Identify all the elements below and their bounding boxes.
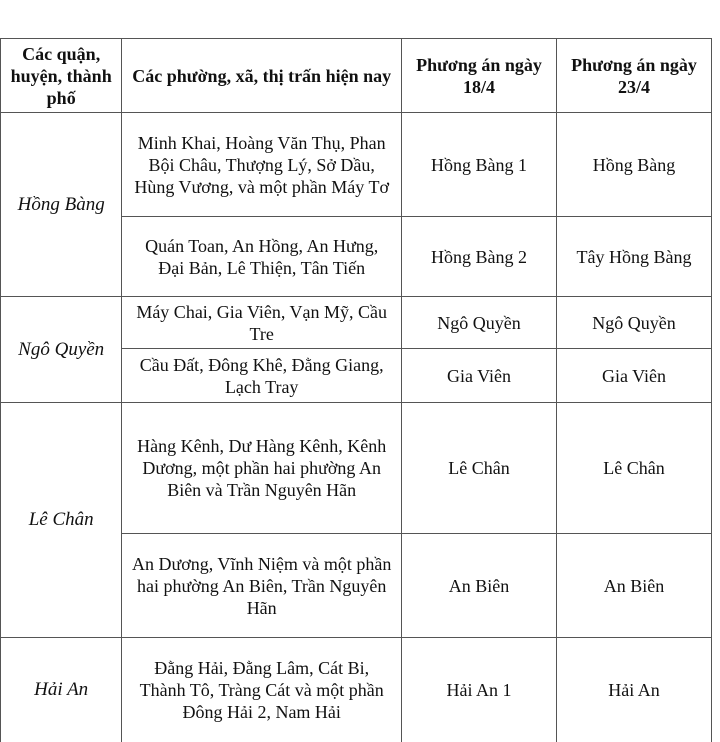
table-row — [1, 297, 712, 349]
current-wards-cell: Minh Khai, Hoàng Văn Thụ, Phan Bội Châu, Thượng Lý, Sở Dầu, Hùng Vương, và một phần Máy Tơ — [122, 113, 402, 217]
plan2-cell: Hải An — [556, 638, 711, 742]
current-wards-cell: Đằng Hải, Đằng Lâm, Cát Bi, Thành Tô, Tràng Cát và một phần Đông Hải 2, Nam Hải — [122, 638, 402, 742]
current-wards-cell: Quán Toan, An Hồng, An Hưng, Đại Bản, Lê Thiện, Tân Tiến — [122, 217, 402, 297]
current-wards-cell: Hàng Kênh, Dư Hàng Kênh, Kênh Dương, một phần hai phường An Biên và Trần Nguyên Hãn — [122, 403, 402, 534]
header-plan-18-4: Phương án ngày 18/4 — [402, 39, 557, 113]
plan2-cell: Hồng Bàng — [556, 113, 711, 217]
plan1-cell: Ngô Quyền — [402, 297, 557, 349]
district-cell: Lê Chân — [1, 403, 122, 638]
plan2-cell: Tây Hồng Bàng — [556, 217, 711, 297]
district-cell: Hồng Bàng — [1, 113, 122, 297]
current-wards-cell: Máy Chai, Gia Viên, Vạn Mỹ, Cầu Tre — [122, 297, 402, 349]
plan2-cell: Gia Viên — [556, 349, 711, 403]
district-cell: Ngô Quyền — [1, 297, 122, 403]
plan1-cell: Hồng Bàng 2 — [402, 217, 557, 297]
header-district: Các quận, huyện, thành phố — [1, 39, 122, 113]
plan1-cell: An Biên — [402, 534, 557, 638]
current-wards-cell: An Dương, Vĩnh Niệm và một phần hai phường An Biên, Trần Nguyên Hãn — [122, 534, 402, 638]
table-row — [1, 403, 712, 534]
plan2-cell: Lê Chân — [556, 403, 711, 534]
header-current-wards: Các phường, xã, thị trấn hiện nay — [122, 39, 402, 113]
current-wards-cell: Cầu Đất, Đông Khê, Đằng Giang, Lạch Tray — [122, 349, 402, 403]
district-cell: Hải An — [1, 638, 122, 742]
plan1-cell: Gia Viên — [402, 349, 557, 403]
table-row — [1, 113, 712, 217]
ward-merger-table — [0, 38, 712, 742]
plan2-cell: Ngô Quyền — [556, 297, 711, 349]
header-plan-23-4: Phương án ngày 23/4 — [556, 39, 711, 113]
header-row — [1, 39, 712, 113]
plan1-cell: Lê Chân — [402, 403, 557, 534]
plan1-cell: Hồng Bàng 1 — [402, 113, 557, 217]
plan1-cell: Hải An 1 — [402, 638, 557, 742]
table-row — [1, 638, 712, 742]
plan2-cell: An Biên — [556, 534, 711, 638]
